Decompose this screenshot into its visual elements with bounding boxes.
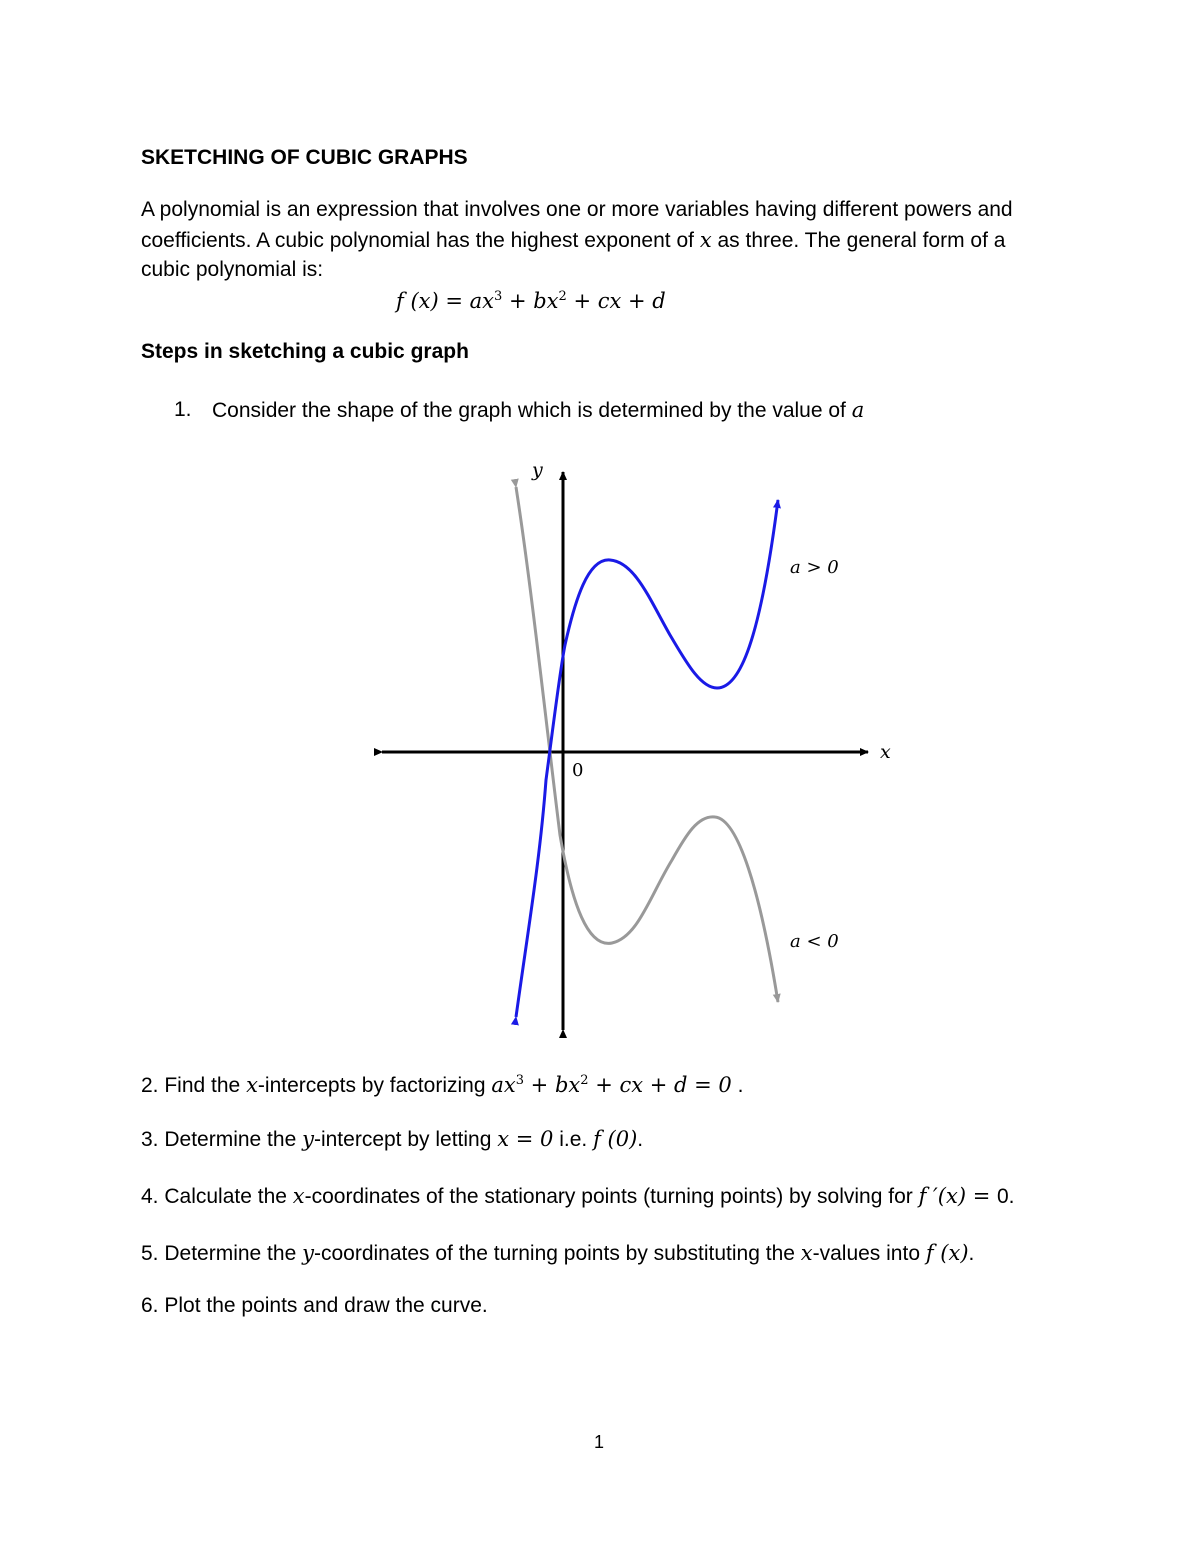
step-2-exp-2: 2 bbox=[580, 1073, 589, 1088]
step-4-text-b: -coordinates of the stationary points (turning points) by solving for bbox=[304, 1185, 919, 1208]
step-2 bbox=[141, 1066, 743, 1101]
y-axis-label: y bbox=[532, 459, 543, 481]
step-4-end: 0. bbox=[997, 1185, 1015, 1208]
curve-a-positive bbox=[516, 500, 778, 1017]
step-3-var-y: y bbox=[302, 1127, 314, 1151]
formula-exp-3: 3 bbox=[494, 289, 503, 304]
step-2-exp-3: 3 bbox=[515, 1073, 524, 1088]
step-3-f: f (0) bbox=[593, 1127, 638, 1151]
step-2-eq-2: + bx bbox=[524, 1073, 581, 1097]
intro-line-2 bbox=[141, 225, 1005, 256]
step-2-var-x: x bbox=[246, 1073, 258, 1097]
step-3-end: . bbox=[637, 1128, 644, 1151]
step-3-eq: x = 0 bbox=[497, 1127, 554, 1151]
intro-line-2-text-a: coefficients. A cubic polynomial has the highest exponent of bbox=[141, 229, 700, 252]
step-5-text-b: -coordinates of the turning points by substituting the bbox=[313, 1242, 801, 1265]
step-1-number: 1. bbox=[174, 398, 192, 421]
step-4-var-x: x bbox=[292, 1184, 305, 1208]
step-1-var-a: a bbox=[851, 398, 865, 422]
step-5-var-x: x bbox=[800, 1241, 813, 1265]
step-2-text-a: 2. Find the bbox=[141, 1074, 247, 1097]
step-5-text-c: -values into bbox=[812, 1242, 926, 1265]
step-3-text-c: i.e. bbox=[553, 1128, 594, 1151]
step-5-text-a: 5. Determine the bbox=[141, 1242, 303, 1265]
steps-heading: Steps in sketching a cubic graph bbox=[141, 340, 469, 363]
cubic-graph bbox=[360, 450, 920, 1050]
general-formula bbox=[396, 282, 666, 316]
step-3-text-b: -intercept by letting bbox=[313, 1128, 498, 1151]
formula-lhs: f (x) = ax bbox=[396, 289, 494, 313]
intro-var-x: x bbox=[699, 228, 712, 252]
intro-line-1: A polynomial is an expression that involves one or more variables having different powers and bbox=[141, 198, 1013, 221]
intro-line-2-text-b: as three. The general form of a bbox=[711, 229, 1006, 252]
step-4 bbox=[141, 1181, 1015, 1212]
step-5-end: . bbox=[968, 1242, 975, 1265]
step-4-text-a: 4. Calculate the bbox=[141, 1185, 293, 1208]
step-6: 6. Plot the points and draw the curve. bbox=[141, 1294, 488, 1317]
step-1 bbox=[212, 395, 864, 426]
label-a-negative: a < 0 bbox=[790, 931, 839, 952]
step-3 bbox=[141, 1124, 643, 1155]
step-5-f: f (x) bbox=[925, 1241, 969, 1265]
step-2-eq-1: ax bbox=[491, 1073, 516, 1097]
formula-rhs: + cx + d bbox=[566, 289, 666, 313]
page-number: 1 bbox=[594, 1432, 605, 1452]
intro-line-3: cubic polynomial is: bbox=[141, 258, 324, 281]
label-a-positive: a > 0 bbox=[790, 557, 839, 578]
step-4-f-prime: f ′(x) = bbox=[918, 1184, 997, 1208]
step-3-text-a: 3. Determine the bbox=[141, 1128, 303, 1151]
step-5 bbox=[141, 1238, 974, 1269]
step-2-text-b: -intercepts by factorizing bbox=[257, 1074, 492, 1097]
step-2-end: . bbox=[731, 1074, 744, 1097]
step-1-text: Consider the shape of the graph which is determined by the value of bbox=[212, 399, 852, 422]
origin-label: 0 bbox=[572, 760, 584, 781]
formula-mid: + bx bbox=[502, 289, 559, 313]
curve-a-negative bbox=[516, 487, 778, 1002]
page-title: SKETCHING OF CUBIC GRAPHS bbox=[141, 146, 468, 169]
step-2-eq-3: + cx + d = 0 bbox=[588, 1073, 732, 1097]
step-5-var-y: y bbox=[302, 1241, 314, 1265]
x-axis-label: x bbox=[880, 741, 891, 763]
formula-exp-2: 2 bbox=[558, 289, 567, 304]
